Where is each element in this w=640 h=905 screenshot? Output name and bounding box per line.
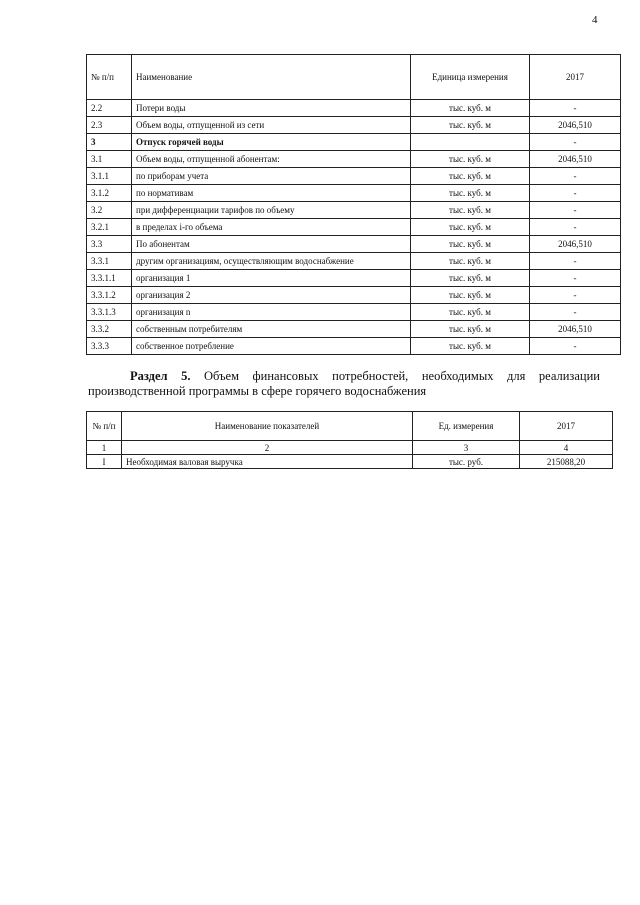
table-row bbox=[87, 168, 621, 185]
row-unit: тыс. куб. м bbox=[411, 304, 530, 321]
row-unit: тыс. руб. bbox=[413, 455, 520, 469]
row-name: Необходимая валовая выручка bbox=[122, 455, 413, 469]
row-unit: тыс. куб. м bbox=[411, 338, 530, 355]
row-value: - bbox=[530, 100, 621, 117]
index-cell: 4 bbox=[520, 441, 613, 455]
table-row bbox=[87, 185, 621, 202]
row-name: организация 2 bbox=[132, 287, 411, 304]
row-number: 3.1.1 bbox=[87, 168, 132, 185]
row-name: другим организациям, осуществляющим водоснабжение bbox=[132, 253, 411, 270]
row-value: 2046,510 bbox=[530, 236, 621, 253]
row-unit: тыс. куб. м bbox=[411, 100, 530, 117]
table-row bbox=[87, 455, 613, 469]
table-row bbox=[87, 219, 621, 236]
section-5-label: Раздел 5. bbox=[130, 369, 191, 383]
row-value: 215088,20 bbox=[520, 455, 613, 469]
header-number: № п/п bbox=[87, 412, 122, 441]
row-number: 3.3.1.3 bbox=[87, 304, 132, 321]
row-value: - bbox=[530, 253, 621, 270]
table-row bbox=[87, 134, 621, 151]
header-name: Наименование bbox=[132, 55, 411, 100]
row-number: 3.1 bbox=[87, 151, 132, 168]
section-5-text: Объем финансовых потребностей, необходимых для реализации производственной программы в сфере горячего водоснабжения bbox=[88, 369, 600, 398]
row-value: - bbox=[530, 270, 621, 287]
row-value: - bbox=[530, 134, 621, 151]
page-number: 4 bbox=[592, 14, 598, 26]
row-unit: тыс. куб. м bbox=[411, 219, 530, 236]
row-unit: тыс. куб. м bbox=[411, 236, 530, 253]
table-row bbox=[87, 100, 621, 117]
row-value: 2046,510 bbox=[530, 117, 621, 134]
row-unit: тыс. куб. м bbox=[411, 202, 530, 219]
row-name: собственным потребителям bbox=[132, 321, 411, 338]
row-unit: тыс. куб. м bbox=[411, 253, 530, 270]
row-number: 3.3.1 bbox=[87, 253, 132, 270]
row-number: 3.3.1.2 bbox=[87, 287, 132, 304]
row-number: 3.2 bbox=[87, 202, 132, 219]
column-index-row bbox=[87, 441, 613, 455]
row-number: 3.3 bbox=[87, 236, 132, 253]
row-value: - bbox=[530, 219, 621, 236]
row-number: 3 bbox=[87, 134, 132, 151]
row-number: 3.3.2 bbox=[87, 321, 132, 338]
row-name: Потери воды bbox=[132, 100, 411, 117]
row-value: 2046,510 bbox=[530, 321, 621, 338]
row-number: 3.2.1 bbox=[87, 219, 132, 236]
row-name: По абонентам bbox=[132, 236, 411, 253]
table-row bbox=[87, 321, 621, 338]
row-name: организация 1 bbox=[132, 270, 411, 287]
table-row bbox=[87, 117, 621, 134]
table-row bbox=[87, 202, 621, 219]
row-number: 3.3.3 bbox=[87, 338, 132, 355]
table-header-row bbox=[87, 55, 621, 100]
table-row bbox=[87, 304, 621, 321]
row-value: - bbox=[530, 304, 621, 321]
header-unit: Ед. измерения bbox=[413, 412, 520, 441]
row-name: организация n bbox=[132, 304, 411, 321]
table-row bbox=[87, 338, 621, 355]
row-unit: тыс. куб. м bbox=[411, 321, 530, 338]
row-name: по нормативам bbox=[132, 185, 411, 202]
row-value: - bbox=[530, 168, 621, 185]
table-row bbox=[87, 253, 621, 270]
header-unit: Единица измерения bbox=[411, 55, 530, 100]
row-name: Объем воды, отпущенной абонентам: bbox=[132, 151, 411, 168]
row-unit: тыс. куб. м bbox=[411, 270, 530, 287]
row-name: в пределах i-го объема bbox=[132, 219, 411, 236]
row-number: 3.3.1.1 bbox=[87, 270, 132, 287]
table-header-row bbox=[87, 412, 613, 441]
row-value: - bbox=[530, 185, 621, 202]
row-value: - bbox=[530, 338, 621, 355]
header-number: № п/п bbox=[87, 55, 132, 100]
row-name: при дифференциации тарифов по объему bbox=[132, 202, 411, 219]
row-value: - bbox=[530, 202, 621, 219]
table-body bbox=[87, 100, 621, 355]
row-unit: тыс. куб. м bbox=[411, 168, 530, 185]
row-number: 2.3 bbox=[87, 117, 132, 134]
row-name: по приборам учета bbox=[132, 168, 411, 185]
row-unit: тыс. куб. м bbox=[411, 117, 530, 134]
row-number: 2.2 bbox=[87, 100, 132, 117]
header-year: 2017 bbox=[520, 412, 613, 441]
row-name: Объем воды, отпущенной из сети bbox=[132, 117, 411, 134]
row-number: 3.1.2 bbox=[87, 185, 132, 202]
row-name: собственное потребление bbox=[132, 338, 411, 355]
row-unit: тыс. куб. м bbox=[411, 185, 530, 202]
water-volume-table bbox=[86, 54, 621, 355]
table-row bbox=[87, 270, 621, 287]
index-cell: 1 bbox=[87, 441, 122, 455]
row-unit: тыс. куб. м bbox=[411, 287, 530, 304]
row-unit bbox=[411, 134, 530, 151]
row-number: I bbox=[87, 455, 122, 469]
financial-needs-table bbox=[86, 411, 613, 469]
table-row bbox=[87, 287, 621, 304]
row-value: 2046,510 bbox=[530, 151, 621, 168]
table-row bbox=[87, 151, 621, 168]
section-5-heading bbox=[88, 369, 600, 399]
header-year: 2017 bbox=[530, 55, 621, 100]
row-name: Отпуск горячей воды bbox=[132, 134, 411, 151]
table-row bbox=[87, 236, 621, 253]
row-value: - bbox=[530, 287, 621, 304]
header-name: Наименование показателей bbox=[122, 412, 413, 441]
index-cell: 2 bbox=[122, 441, 413, 455]
index-cell: 3 bbox=[413, 441, 520, 455]
row-unit: тыс. куб. м bbox=[411, 151, 530, 168]
